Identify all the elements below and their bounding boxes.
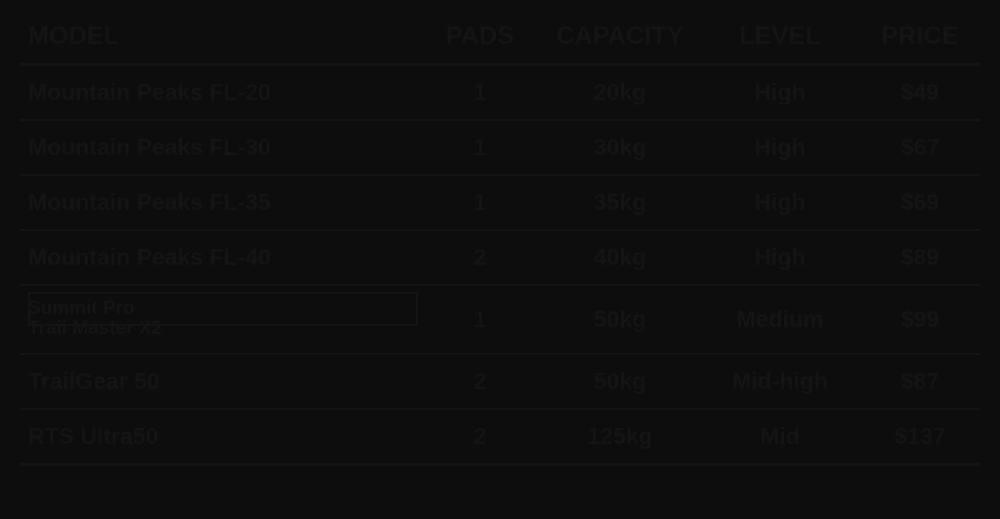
cell-capacity: 35kg	[540, 175, 700, 230]
cell-level: Mid-high	[700, 354, 860, 409]
specification-table	[20, 18, 980, 466]
cell-price: $67	[860, 120, 980, 175]
cell-pads: 2	[420, 409, 540, 465]
cell-level: High	[700, 175, 860, 230]
cell-capacity: 50kg	[540, 354, 700, 409]
cell-level: High	[700, 230, 860, 285]
table-body	[20, 65, 980, 465]
column-header-level: LEVEL	[700, 18, 860, 65]
cell-pads: 1	[420, 65, 540, 121]
cell-model: Mountain Peaks FL-20	[20, 65, 420, 121]
table-row	[20, 409, 980, 465]
cell-capacity: 50kg	[540, 285, 700, 354]
cell-capacity: 125kg	[540, 409, 700, 465]
cell-pads: 1	[420, 175, 540, 230]
cell-model-boxed-label: Summit Pro Trail Master X2	[28, 298, 163, 339]
cell-level: Mid	[700, 409, 860, 465]
table-row	[20, 230, 980, 285]
cell-price: $87	[860, 354, 980, 409]
table-row	[20, 354, 980, 409]
cell-price: $69	[860, 175, 980, 230]
cell-capacity: 20kg	[540, 65, 700, 121]
cell-level: High	[700, 65, 860, 121]
cell-level: Medium	[700, 285, 860, 354]
table-row	[20, 65, 980, 121]
cell-model: Mountain Peaks FL-35	[20, 175, 420, 230]
table-row	[20, 120, 980, 175]
cell-model: Mountain Peaks FL-40	[20, 230, 420, 285]
cell-pads: 2	[420, 230, 540, 285]
cell-model: RTS Ultra50	[20, 409, 420, 465]
cell-level: High	[700, 120, 860, 175]
cell-capacity: 30kg	[540, 120, 700, 175]
column-header-price: PRICE	[860, 18, 980, 65]
cell-model-boxed	[20, 285, 420, 354]
cell-model: TrailGear 50	[20, 354, 420, 409]
cell-pads: 1	[420, 285, 540, 354]
table-header	[20, 18, 980, 65]
cell-pads: 2	[420, 354, 540, 409]
cell-price: $99	[860, 285, 980, 354]
table-row	[20, 175, 980, 230]
cell-model: Mountain Peaks FL-30	[20, 120, 420, 175]
cell-price: $137	[860, 409, 980, 465]
column-header-pads: PADS	[420, 18, 540, 65]
table-header-row	[20, 18, 980, 65]
cell-price: $89	[860, 230, 980, 285]
column-header-capacity: CAPACITY	[540, 18, 700, 65]
cell-price: $49	[860, 65, 980, 121]
cell-pads: 1	[420, 120, 540, 175]
column-header-model: MODEL	[20, 18, 420, 65]
cell-capacity: 40kg	[540, 230, 700, 285]
table-row-overlapped	[20, 285, 980, 354]
